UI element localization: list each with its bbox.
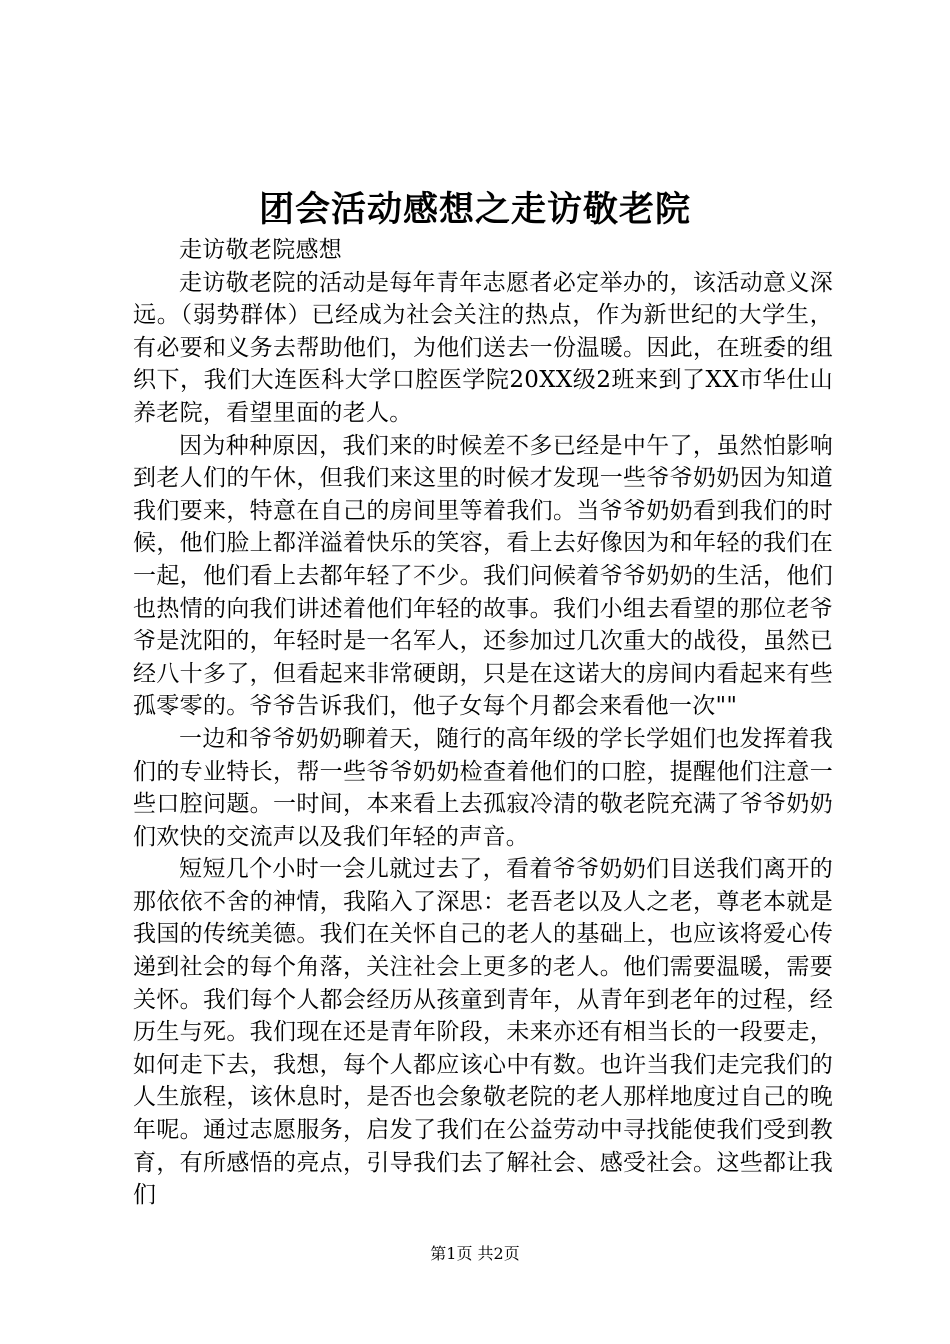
paragraph: 因为种种原因，我们来的时候差不多已经是中午了，虽然怕影响到老人们的午休，但我们来这里的时候才发现一些爷爷奶奶因为知道我们要来，特意在自己的房间里等着我们。当爷爷奶奶看到我们的时候，他们脸上都洋溢着快乐的笑容，看上去好像因为和年轻的我们在一起，他们看上去都年轻了不少。我们问候着爷爷奶奶的生活，他们也热情的向我们讲述着他们年轻的故事。我们小组去看望的那位老爷爷是沈阳的，年轻时是一名军人，还参加过几次重大的战役，虽然已经八十多了，但看起来非常硬朗，只是在这诺大的房间内看起来有些孤零零的。爷爷告诉我们，他子女每个月都会来看他一次"" [133,432,833,720]
page-number-footer: 第1页 共2页 [430,1244,520,1263]
document-body [133,234,833,1212]
paragraph: 一边和爷爷奶奶聊着天，随行的高年级的学长学姐们也发挥着我们的专业特长，帮一些爷爷奶奶检查着他们的口腔，提醒他们注意一些口腔问题。一时间，本来看上去孤寂冷清的敬老院充满了爷爷奶奶们欢快的交流声以及我们年轻的声音。 [133,725,833,850]
document-title: 团会活动感想之走访敬老院 [258,189,691,230]
paragraph: 短短几个小时一会儿就过去了，看着爷爷奶奶们目送我们离开的那依依不舍的神情，我陷入了深思：老吾老以及人之老，尊老本就是我国的传统美德。我们在关怀自己的老人的基础上，也应该将爱心传递到社会的每个角落，关注社会上更多的老人。他们需要温暖，需要关怀。我们每个人都会经历从孩童到青年，从青年到老年的过程，经历生与死。我们现在还是青年阶段，未来亦还有相当长的一段要走，如何走下去，我想，每个人都应该心中有数。也许当我们走完我们的人生旅程，该休息时，是否也会象敬老院的老人那样地度过自己的晚年呢。通过志愿服务，启发了我们在公益劳动中寻找能使我们受到教育，有所感悟的亮点，引导我们去了解社会、感受社会。这些都让我们 [133,856,833,1209]
paragraph: 走访敬老院的活动是每年青年志愿者必定举办的，该活动意义深远。（弱势群体）已经成为社会关注的热点，作为新世纪的大学生，有必要和义务去帮助他们，为他们送去一份温暖。因此，在班委的组织下，我们大连医科大学口腔医学院20XX级2班来到了XX市华仕山养老院，看望里面的老人。 [133,269,833,426]
paragraph-heading: 走访敬老院感想 [179,237,343,263]
